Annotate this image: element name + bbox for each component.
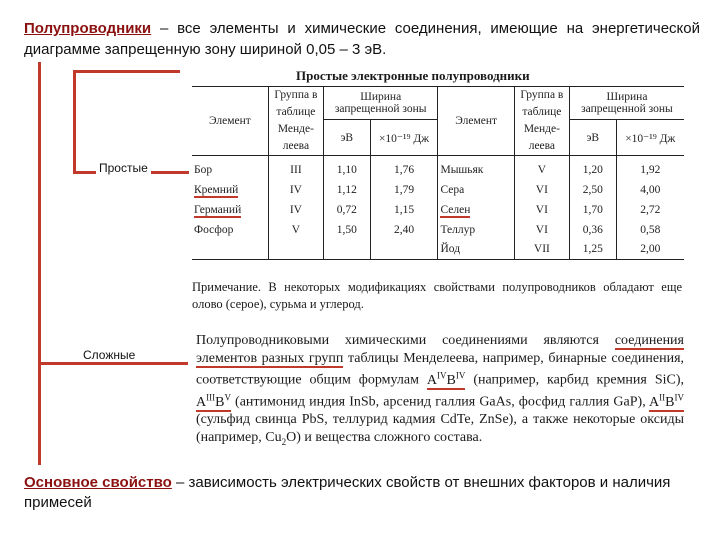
cell-ev: 0,36 — [569, 220, 616, 240]
formula-letter: B — [446, 372, 456, 388]
cell-element-germanium: Германий — [194, 203, 242, 216]
cell-element: Мышьяк — [438, 160, 514, 180]
intro-paragraph — [24, 18, 700, 60]
table-title: Простые электронные полупроводники — [296, 68, 530, 83]
table-row — [192, 200, 684, 220]
header-group-line: Группа в — [520, 89, 564, 101]
header-width-line: Ширина — [606, 91, 648, 104]
header-group-line: таблице — [522, 106, 562, 118]
cell-element-silicon: Кремний — [194, 183, 239, 196]
cell-group: III — [268, 160, 323, 180]
cell-element: Теллур — [438, 220, 514, 240]
formula-letter: B — [665, 394, 675, 410]
header-element-left: Элемент — [208, 115, 251, 127]
table-row — [192, 180, 684, 200]
table-row — [192, 220, 684, 240]
cell-ev: 1,20 — [569, 160, 616, 180]
cell-ev: 2,50 — [569, 180, 616, 200]
header-group-left — [268, 87, 323, 156]
compound-text: Полупроводниковыми химическими соединениями являются — [196, 333, 615, 348]
cell-j: 1,15 — [370, 200, 438, 220]
compound-text: O) и вещества сложного состава. — [286, 429, 483, 445]
cell-j: 1,79 — [370, 180, 438, 200]
bracket-left-vertical — [38, 62, 41, 465]
header-group-line: леева — [282, 140, 310, 152]
cell-ev: 0,72 — [323, 200, 370, 220]
cell-j: 2,00 — [616, 240, 684, 260]
main-property-text: – зависимость электрических свойств от внешних факторов и наличия примесей — [24, 474, 671, 511]
compound-paragraph — [196, 332, 684, 451]
formula-sup: V — [224, 392, 231, 403]
header-group-line: Группа в — [274, 89, 318, 101]
formula-letter: B — [215, 394, 225, 410]
formula-aivbiv — [426, 370, 466, 390]
header-group-line: Менде- — [277, 123, 314, 135]
cell-j: 1,92 — [616, 160, 684, 180]
table-row — [192, 160, 684, 180]
header-group-line: леева — [528, 140, 556, 152]
cell-group: VII — [514, 240, 569, 260]
cell-element: Бор — [194, 163, 213, 176]
cell-group: V — [514, 160, 569, 180]
bracket-complex-horizontal — [38, 362, 188, 365]
main-property-paragraph — [24, 473, 674, 513]
formula-sup: IV — [674, 392, 684, 403]
cell-element: Фосфор — [194, 223, 234, 236]
header-width-line: запрещенной зоны — [581, 103, 673, 116]
bracket-top-horizontal — [73, 70, 180, 73]
formula-sup: IV — [437, 370, 447, 380]
formula-sup: III — [206, 392, 216, 403]
formula-letter: A — [649, 394, 660, 410]
header-unit-j-right: ×10⁻¹⁹ Дж — [616, 120, 684, 156]
formula-letter: A — [196, 394, 207, 410]
cell-ev: 1,70 — [569, 200, 616, 220]
formula-letter: A — [426, 372, 438, 388]
cell-ev: 1,25 — [569, 240, 616, 260]
formula-sup: II — [659, 392, 666, 403]
header-group-line: Менде- — [523, 123, 560, 135]
label-complex: Сложные — [80, 348, 138, 362]
cell-element-selenium: Селен — [440, 203, 471, 216]
cell-group: VI — [514, 220, 569, 240]
cell-j: 2,40 — [370, 220, 438, 240]
header-unit-ev-right: эВ — [569, 120, 616, 156]
cell-element: Сера — [438, 180, 514, 200]
header-width-left — [323, 87, 438, 120]
cell-ev: 1,10 — [323, 160, 370, 180]
compound-text-highlight: соединения элементов разных групп — [196, 333, 684, 366]
formula-aiiibv — [196, 392, 231, 412]
cell-group: VI — [514, 200, 569, 220]
cell-group: V — [268, 220, 323, 240]
cell-group: VI — [514, 180, 569, 200]
formula-sub: 2 — [281, 436, 287, 447]
header-unit-j-left: ×10⁻¹⁹ Дж — [370, 120, 438, 156]
cell-j: 1,76 — [370, 160, 438, 180]
header-width-line: Ширина — [360, 91, 402, 104]
compound-text: (например, карбид кремния SiC), — [465, 372, 684, 388]
table-row — [192, 240, 684, 260]
cell-j: 2,72 — [616, 200, 684, 220]
term-main-property: Основное свойство — [24, 474, 172, 491]
header-unit-ev-left: эВ — [323, 120, 370, 156]
cell-group: IV — [268, 180, 323, 200]
cell-element: Йод — [438, 240, 514, 260]
formula-sup: IV — [455, 370, 466, 380]
cell-group: IV — [268, 200, 323, 220]
compound-text: (антимонид индия InSb, арсенид галлия GaAs, фосфид галлия GaP), — [230, 394, 650, 410]
compound-text: (сульфид свинца PbS, теллурид кадмия CdTe, ZnSe), а также некоторые оксиды (например, Cu — [196, 412, 684, 445]
header-group-right — [514, 87, 569, 156]
label-simple: Простые — [96, 161, 151, 175]
header-group-line: таблице — [276, 106, 316, 118]
cell-ev: 1,12 — [323, 180, 370, 200]
cell-ev: 1,50 — [323, 220, 370, 240]
cell-j: 4,00 — [616, 180, 684, 200]
formula-aiibiv — [649, 392, 684, 412]
compound-text: таблицы Менделеева, например, бинарные соединения, соответствующие общим формулам — [196, 350, 685, 388]
bracket-inner-vertical — [73, 70, 76, 173]
intro-text: – все элементы и химические соединения, имеющие на энергетической диаграмме запрещенную зону шириной 0,05 – 3 эВ. — [24, 20, 700, 58]
header-width-line: запрещенной зоны — [334, 103, 427, 116]
semiconductor-table — [192, 86, 684, 260]
header-width-right — [569, 87, 684, 120]
term-semiconductors: Полупроводники — [24, 20, 152, 37]
cell-j: 0,58 — [616, 220, 684, 240]
header-element-right: Элемент — [438, 87, 514, 156]
table-note: Примечание. В некоторых модификациях свойствами полупроводников обладают еще олово (серое), сурьма и углерод. — [192, 280, 682, 311]
